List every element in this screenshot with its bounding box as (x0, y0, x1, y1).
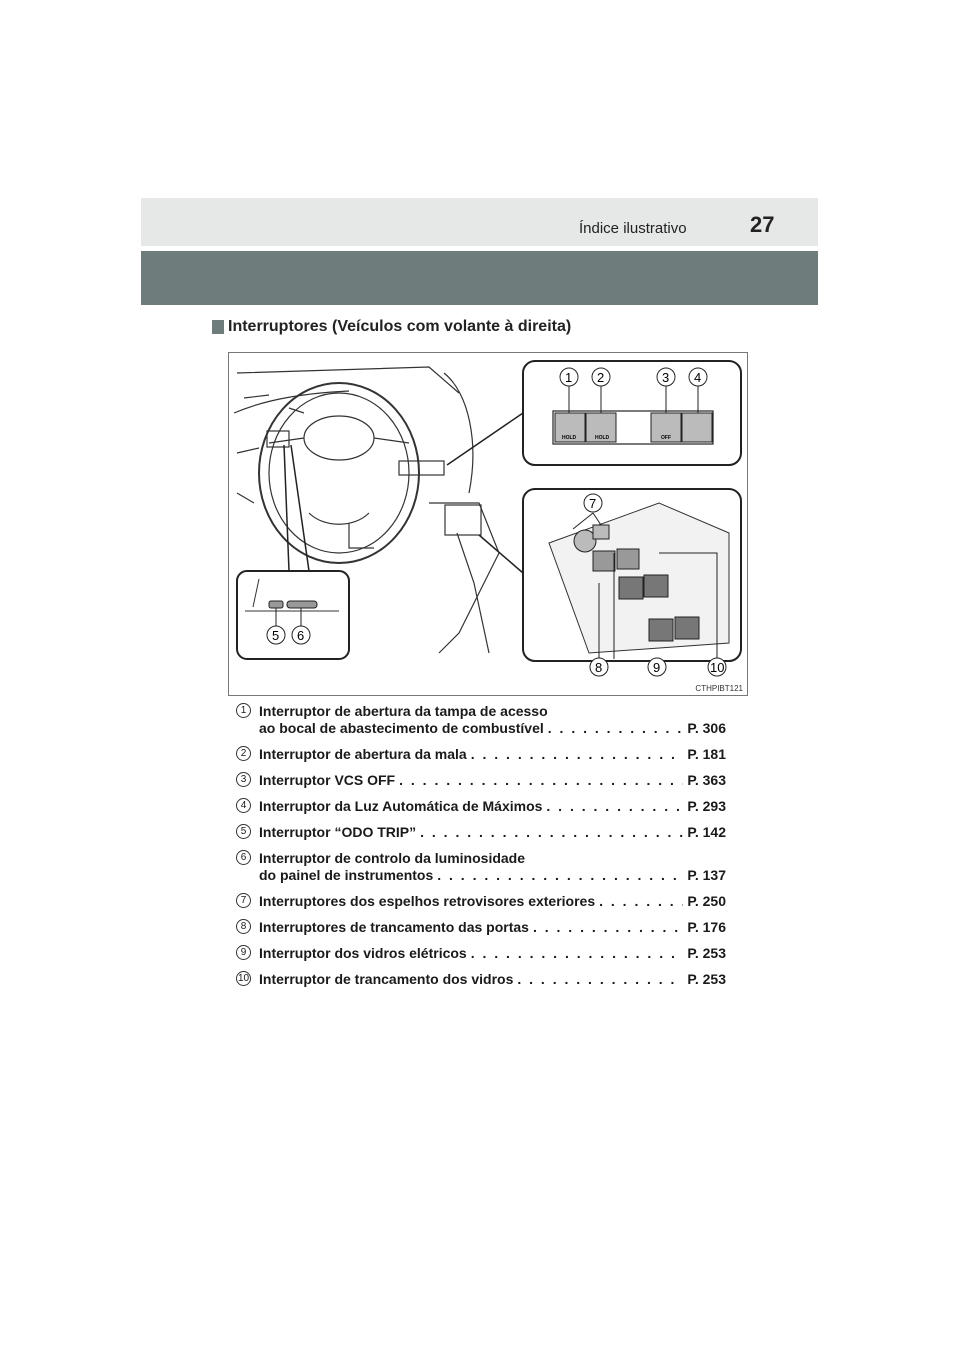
section-title (212, 318, 571, 336)
inset-top-switches (523, 361, 741, 465)
item-number: 7 (236, 893, 251, 908)
leader-lines (284, 413, 523, 573)
list-item (236, 746, 726, 763)
list-item (236, 893, 726, 910)
steering-wheel (259, 383, 419, 563)
item-text: Interruptores de trancamento das portas (259, 919, 529, 935)
window-switch-2 (644, 575, 668, 597)
item-number: 2 (236, 746, 251, 761)
page-ref-link[interactable]: P. 363 (687, 772, 726, 788)
center-vent (399, 461, 444, 475)
item-number: 10 (237, 973, 250, 984)
callout-8-text: 8 (595, 660, 603, 675)
leader-line-left-a (284, 445, 289, 571)
page-ref-link[interactable]: P. 181 (687, 746, 726, 762)
list-item (236, 850, 726, 884)
page-ref-link[interactable]: P. 253 (687, 971, 726, 987)
list-item (236, 824, 726, 841)
door-lock-switch-a (593, 551, 615, 571)
item-number: 6 (236, 850, 251, 865)
steering-hub (304, 416, 374, 460)
header-band (141, 198, 818, 246)
switch-3-label: OFF (661, 435, 671, 441)
list-item (236, 971, 726, 988)
list-item (236, 798, 726, 815)
callout-2-text: 2 (597, 370, 605, 385)
item-text: Interruptor da Luz Automática de Máximos (259, 798, 543, 814)
inset-door-switches (523, 489, 741, 676)
item-text: Interruptor VCS OFF (259, 772, 396, 788)
leader-line-top (447, 413, 523, 465)
switches-illustration (228, 352, 748, 696)
page-ref-link[interactable]: P. 250 (687, 893, 726, 909)
list-item (236, 945, 726, 962)
item-number: 4 (236, 798, 251, 813)
callout-3-text: 3 (662, 370, 670, 385)
page-ref-link[interactable]: P. 253 (687, 945, 726, 961)
switch-6-dimmer (287, 601, 317, 608)
callout-1-text: 1 (565, 370, 573, 385)
item-number: 3 (236, 772, 251, 787)
window-switch-3 (649, 619, 673, 641)
page-ref-link[interactable]: P. 137 (687, 867, 726, 883)
item-text-line1: Interruptor de abertura da tampa de acesso (259, 703, 548, 719)
page-ref-link[interactable]: P. 142 (687, 824, 726, 840)
list-item (236, 919, 726, 936)
window-switch-4 (675, 617, 699, 639)
figure-code: CTHPIBT121 (695, 684, 743, 693)
item-text: Interruptor “ODO TRIP” (259, 824, 417, 840)
switch-4-ahb (682, 413, 712, 442)
callout-7-text: 7 (589, 496, 597, 511)
window-switch-1 (619, 577, 643, 599)
leader-line-door (479, 535, 523, 573)
illustration-drawing (229, 353, 747, 695)
header-title: Índice ilustrativo (579, 220, 687, 237)
list-item (236, 703, 726, 737)
chapter-band (141, 251, 818, 305)
switch-2-label: HOLD (595, 435, 610, 441)
inset-instrument-switches (237, 571, 349, 659)
item-text: Interruptor de abertura da mala (259, 746, 467, 762)
page-ref-link[interactable]: P. 176 (687, 919, 726, 935)
mirror-select (593, 525, 609, 539)
section-title-text: Interruptores (Veículos com volante à direita) (228, 318, 572, 335)
page-ref-link[interactable]: P. 293 (687, 798, 726, 814)
callout-5-text: 5 (272, 628, 280, 643)
item-text: Interruptor de trancamento dos vidros (259, 971, 514, 987)
section-square-icon (212, 320, 224, 334)
door-switch-panel (445, 505, 481, 535)
item-text-line1: Interruptor de controlo da luminosidade (259, 850, 526, 866)
item-text: Interruptores dos espelhos retrovisores exteriores (259, 893, 596, 909)
item-number: 1 (236, 703, 251, 718)
switch-5-odo (269, 601, 283, 608)
callout-9-text: 9 (653, 660, 661, 675)
callout-6-text: 6 (297, 628, 305, 643)
page-ref-link[interactable]: P. 306 (687, 720, 726, 736)
switch-1-label: HOLD (562, 435, 577, 441)
item-number: 5 (236, 824, 251, 839)
item-number: 9 (236, 945, 251, 960)
list-item (236, 772, 726, 789)
item-text: Interruptor dos vidros elétricos (259, 945, 467, 961)
item-number: 8 (236, 919, 251, 934)
items-list (236, 703, 726, 997)
item-text: do painel de instrumentos (259, 867, 434, 883)
door-lock-switch-b (617, 549, 639, 569)
page-number: 27 (750, 212, 775, 237)
callout-4-text: 4 (694, 370, 702, 385)
callout-10-text: 10 (710, 660, 725, 675)
item-text: ao bocal de abastecimento de combustível (259, 720, 544, 736)
